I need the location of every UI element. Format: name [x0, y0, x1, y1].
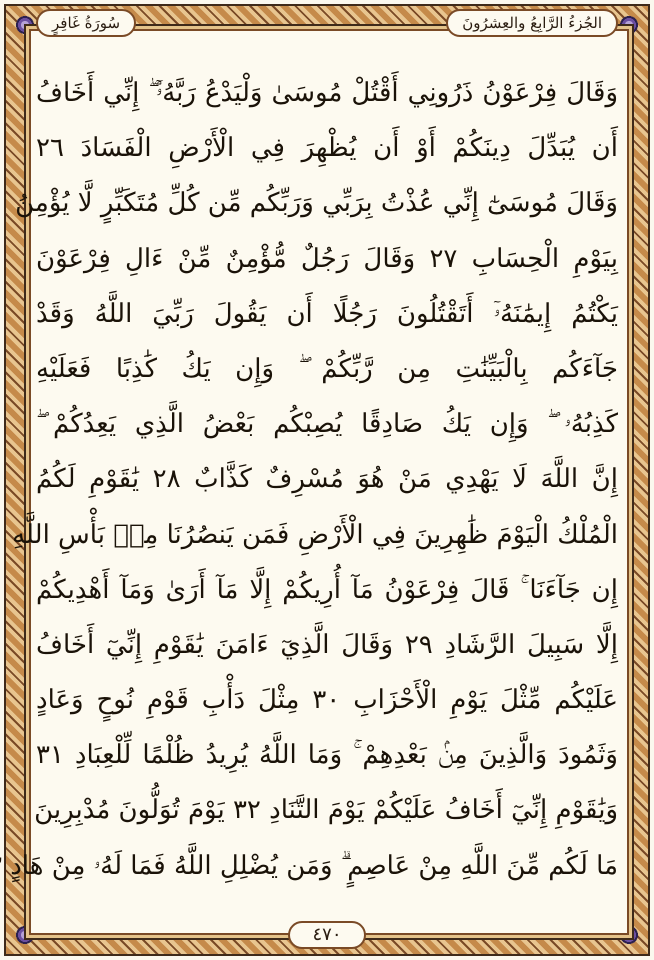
verse-line: أَن يُبَدِّلَ دِينَكُمْ أَوْ أَن يُظْهِرَ فِي الْأَرْضِ الْفَسَادَ ٢٦: [36, 133, 619, 164]
verse-line: يَكْتُمُ إِيمَٰنَهُۥٓ أَتَقْتُلُونَ رَجُلًا أَن يَقُولَ رَبِّيَ اللَّهُ وَقَدْ: [36, 298, 618, 329]
verse-line: وَقَالَ مُوسَىٰٓ إِنِّي عُذْتُ بِرَبِّي وَرَبِّكُم مِّن كُلِّ مُتَكَبِّرٍ لَّا يُؤْمِنُ: [15, 188, 618, 219]
verse-line: جَآءَكُم بِالْبَيِّنَٰتِ مِن رَّبِّكُمْ ۖ وَإِن يَكُ كَٰذِبًا فَعَلَيْهِ: [36, 353, 618, 384]
verse-line: وَقَالَ فِرْعَوْنُ ذَرُونِي أَقْتُلْ مُوسَىٰ وَلْيَدْعُ رَبَّهُۥٓ ۖ إِنِّي أَخَافُ: [36, 78, 618, 108]
verse-block: [10, 66, 619, 896]
page-number: ٤٧٠: [288, 921, 365, 949]
verse-line: وَيَٰقَوْمِ إِنِّيٓ أَخَافُ عَلَيْكُمْ يَوْمَ التَّنَادِ ٣٢ يَوْمَ تُوَلُّونَ مُدْبِرِينَ: [34, 795, 618, 826]
page-footer: [0, 920, 654, 950]
verse-line: مَا لَكُم مِّنَ اللَّهِ مِنْ عَاصِمٍ ۗ وَمَن يُضْلِلِ اللَّهُ فَمَا لَهُۥ مِنْ هَادٍ: [10, 850, 618, 881]
verse-line: إِلَّا سَبِيلَ الرَّشَادِ ٢٩ وَقَالَ الَّذِيٓ ءَامَنَ يَٰقَوْمِ إِنِّيٓ أَخَافُ: [36, 629, 618, 660]
verse-line: بِيَوْمِ الْحِسَابِ ٢٧ وَقَالَ رَجُلٌ مُّؤْمِنٌ مِّنْ ءَالِ فِرْعَوْنَ: [36, 243, 618, 274]
verse-line: كَذِبُهُۥ ۖ وَإِن يَكُ صَادِقًا يُصِبْكُم بَعْضُ الَّذِي يَعِدُكُمْ ۖ: [36, 409, 618, 440]
verse-line: الْمُلْكُ الْيَوْمَ ظَٰهِرِينَ فِي الْأَرْضِ فَمَن يَنصُرُنَا مِنۢ بَأْسِ اللَّهِ: [12, 519, 618, 550]
verse-line: إِنَّ اللَّهَ لَا يَهْدِي مَنْ هُوَ مُسْرِفٌ كَذَّابٌ ٢٨ يَٰقَوْمِ لَكُمُ: [36, 464, 619, 495]
surah-label: سُورَةُ غَافِرٍ: [36, 9, 136, 37]
verse-line: وَثَمُودَ وَالَّذِينَ مِنۢ بَعْدِهِمْ ۚ وَمَا اللَّهُ يُرِيدُ ظُلْمًا لِّلْعِبَادِ ٣١: [36, 740, 618, 771]
page-header: [20, 6, 634, 40]
juz-label: الجُزءُ الرَّابِعُ والعِشرُونَ: [446, 9, 618, 37]
verse-line: عَلَيْكُم مِّثْلَ يَوْمِ الْأَحْزَابِ ٣٠ مِثْلَ دَأْبِ قَوْمِ نُوحٍ وَعَادٍ: [36, 685, 618, 716]
verse-line: إِن جَآءَنَا ۚ قَالَ فِرْعَوْنُ مَآ أُرِيكُمْ إِلَّا مَآ أَرَىٰ وَمَآ أَهْدِيكُمْ: [36, 574, 618, 605]
